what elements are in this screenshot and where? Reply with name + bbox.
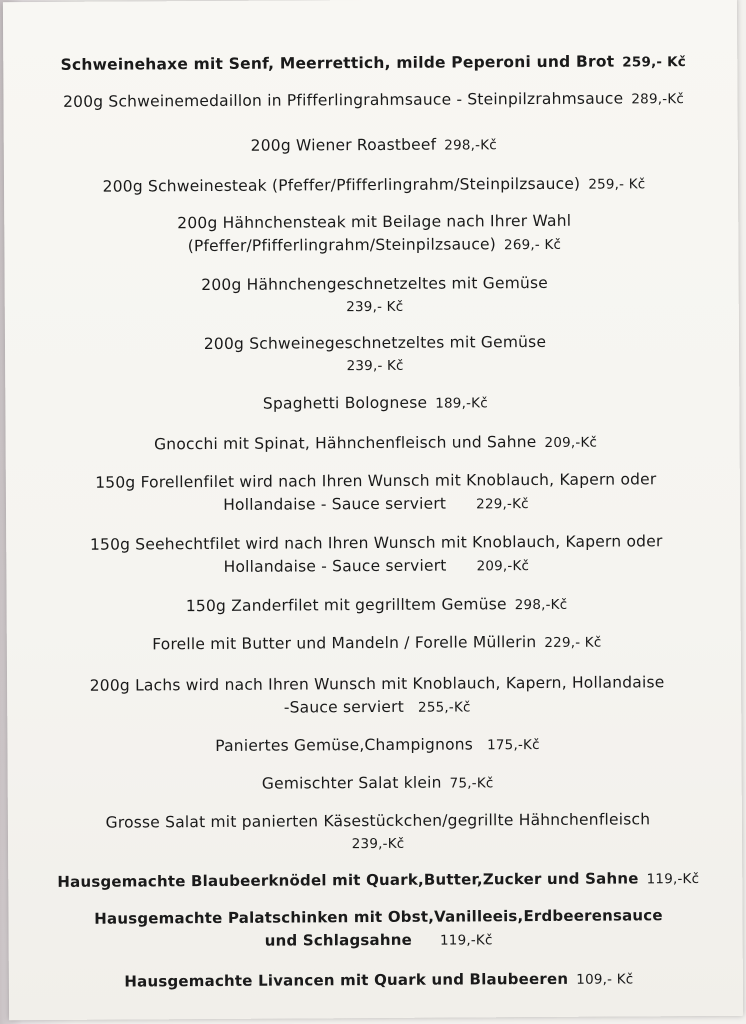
dish-name: Grosse Salat mit panierten Käsestückchen/gegrillte Hähnchenfleisch xyxy=(105,810,651,832)
menu-item xyxy=(27,732,727,760)
menu-item xyxy=(29,967,729,995)
dish-name: Schweinehaxe mit Senf, Meerrettich, milde Peperoni und Brot xyxy=(60,52,615,74)
menu-item xyxy=(25,271,725,321)
menu-item xyxy=(28,770,728,798)
dish-price: 75,-Kč xyxy=(449,775,494,792)
dish-name: 150g Zanderfilet mit gegrilltem Gemüse xyxy=(185,595,507,616)
dish-price: 298,-Kč xyxy=(444,137,497,154)
dish-name: 200g Schweinemedaillon in Pfifferlingrahmsauce - Steinpilzrahmsauce xyxy=(62,89,624,111)
dish-name: Forelle mit Butter und Mandeln / Forelle Müllerin xyxy=(152,633,537,654)
dish-price: 109,- Kč xyxy=(576,971,634,988)
menu-item xyxy=(27,592,727,620)
dish-name-cont: und Schlagsahne xyxy=(264,930,413,950)
dish-name-cont: (Pfeffer/Pfifferlingrahm/Steinpilzsauce) xyxy=(187,235,497,256)
menu-item xyxy=(26,530,726,581)
dish-name: 200g Lachs wird nach Ihren Wunsch mit Knoblauch, Kapern, Hollandaise xyxy=(89,673,665,695)
dish-price: 119,-Kč xyxy=(439,932,493,949)
dish-price: 269,- Kč xyxy=(503,236,562,254)
dish-price: 189,-Kč xyxy=(435,395,488,412)
dish-name: 200g Hähnchensteak mit Beilage nach Ihrer Wahl xyxy=(177,211,572,233)
dish-price: 259,- Kč xyxy=(588,176,646,193)
menu-page xyxy=(3,0,743,1020)
dish-name: Hausgemachte Blaubeerknödel mit Quark,Butter,Zucker und Sahne xyxy=(57,869,639,891)
dish-name-cont: Hollandaise - Sauce serviert xyxy=(223,556,447,576)
dish-name: Gnocchi mit Spinat, Hähnchenfleisch und Sahne xyxy=(153,433,537,454)
dish-name: Spaghetti Bolognese xyxy=(262,393,428,413)
dish-name-cont: Hollandaise - Sauce serviert xyxy=(223,494,447,514)
dish-price: 298,-Kč xyxy=(514,596,568,614)
dish-price: 239,- Kč xyxy=(346,298,404,316)
dish-name: 200g Hähnchengeschnetzeltes mit Gemüse xyxy=(201,273,549,295)
dish-name: 200g Schweinesteak (Pfeffer/Pfifferlingrahm/Steinpilzsauce) xyxy=(102,174,581,196)
menu-item xyxy=(26,468,726,519)
menu-item xyxy=(28,867,728,895)
dish-name: Paniertes Gemüse,Champignons xyxy=(215,735,474,755)
menu-item xyxy=(27,671,727,722)
dish-price: 239,- Kč xyxy=(346,357,404,375)
menu-item xyxy=(28,904,728,955)
dish-price: 175,-Kč xyxy=(487,736,540,754)
dish-price: 289,-Kč xyxy=(631,91,685,108)
menu-item xyxy=(25,330,725,380)
dish-name: Hausgemachte Palatschinken mit Obst,Vanilleeis,Erdbeerensauce xyxy=(94,906,663,928)
dish-price: 229,-Kč xyxy=(476,496,529,513)
dish-name: Hausgemachte Livancen mit Quark und Blaubeeren xyxy=(124,969,569,991)
menu-item xyxy=(28,808,728,858)
dish-price: 255,-Kč xyxy=(417,699,471,716)
menu-item xyxy=(23,87,723,115)
dish-name: Gemischter Salat klein xyxy=(261,773,442,793)
menu-item xyxy=(24,132,724,160)
dish-price: 259,- Kč xyxy=(622,54,687,71)
menu-item xyxy=(27,630,727,658)
menu-item xyxy=(24,209,724,260)
dish-price: 239,-Kč xyxy=(351,835,405,853)
dish-name-cont: -Sauce serviert xyxy=(283,697,405,717)
dish-price: 209,-Kč xyxy=(544,434,598,451)
dish-price: 119,-Kč xyxy=(646,871,700,888)
dish-name: 150g Forellenfilet wird nach Ihren Wunsch mit Knoblauch, Kapern oder xyxy=(95,470,657,492)
dish-name: 150g Seehechtfilet wird nach Ihren Wunsch mit Knoblauch, Kapern oder xyxy=(89,532,663,554)
dish-price: 209,-Kč xyxy=(476,558,530,575)
dish-name: 200g Schweinegeschnetzeltes mit Gemüse xyxy=(203,332,547,354)
dish-price: 229,- Kč xyxy=(544,634,602,651)
menu-item xyxy=(26,430,726,458)
menu-item xyxy=(24,172,724,200)
dish-name: 200g Wiener Roastbeef xyxy=(250,135,437,155)
menu-item xyxy=(25,390,725,418)
menu-item xyxy=(23,50,723,78)
